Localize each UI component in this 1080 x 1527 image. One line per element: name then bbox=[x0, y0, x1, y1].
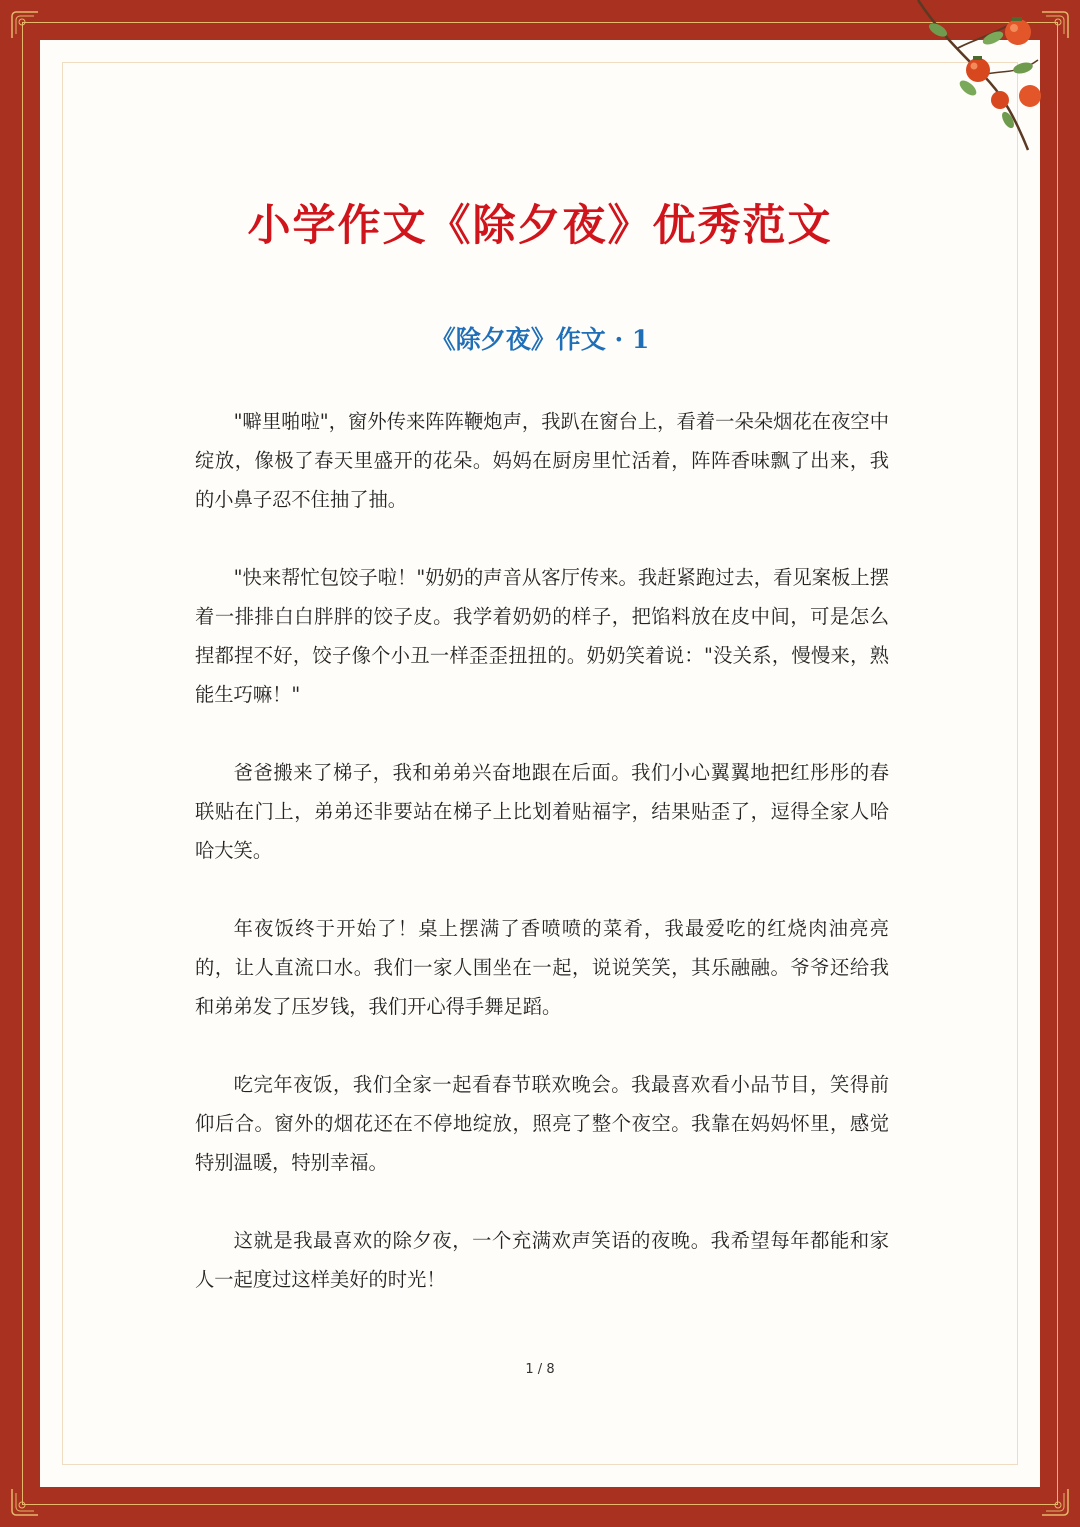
paragraph: 吃完年夜饭，我们全家一起看春节联欢晚会。我最喜欢看小品节目，笑得前仰后合。窗外的烟花还在不停地绽放，照亮了整个夜空。我靠在妈妈怀里，感觉特别温暖，特别幸福。 bbox=[195, 1073, 889, 1174]
paragraph: "快来帮忙包饺子啦！"奶奶的声音从客厅传来。我赶紧跑过去，看见案板上摆着一排排白白胖胖的饺子皮。我学着奶奶的样子，把馅料放在皮中间，可是怎么捏都捏不好，饺子像个小丑一样歪歪扭扭的。奶奶笑着说："没关系，慢慢来，熟能生巧嘛！" bbox=[195, 566, 889, 706]
paragraph: 年夜饭终于开始了！桌上摆满了香喷喷的菜肴，我最爱吃的红烧肉油亮亮的，让人直流口水。我们一家人围坐在一起，说说笑笑，其乐融融。爷爷还给我和弟弟发了压岁钱，我们开心得手舞足蹈。 bbox=[195, 917, 889, 1018]
paragraph: 这就是我最喜欢的除夕夜，一个充满欢声笑语的夜晚。我希望每年都能和家人一起度过这样美好的时光！ bbox=[195, 1229, 889, 1291]
paragraph: 爸爸搬来了梯子，我和弟弟兴奋地跟在后面。我们小心翼翼地把红彤彤的春联贴在门上，弟弟还非要站在梯子上比划着贴福字，结果贴歪了，逗得全家人哈哈大笑。 bbox=[195, 761, 889, 862]
cloud-corner-icon bbox=[8, 1485, 42, 1519]
essay-body bbox=[195, 402, 889, 1338]
paragraph: "噼里啪啦"，窗外传来阵阵鞭炮声，我趴在窗台上，看着一朵朵烟花在夜空中绽放，像极了春天里盛开的花朵。妈妈在厨房里忙活着，阵阵香味飘了出来，我的小鼻子忍不住抽了抽。 bbox=[195, 410, 889, 511]
document-page bbox=[40, 40, 1040, 1487]
cloud-corner-icon bbox=[8, 8, 42, 42]
cloud-corner-icon bbox=[1038, 1485, 1072, 1519]
document-title: 小学作文《除夕夜》优秀范文 bbox=[247, 201, 833, 251]
page-number: 1 / 8 bbox=[525, 1362, 555, 1377]
section-subtitle: 《除夕夜》作文 · 1 bbox=[430, 325, 650, 354]
persimmon-branch-icon bbox=[898, 0, 1048, 160]
